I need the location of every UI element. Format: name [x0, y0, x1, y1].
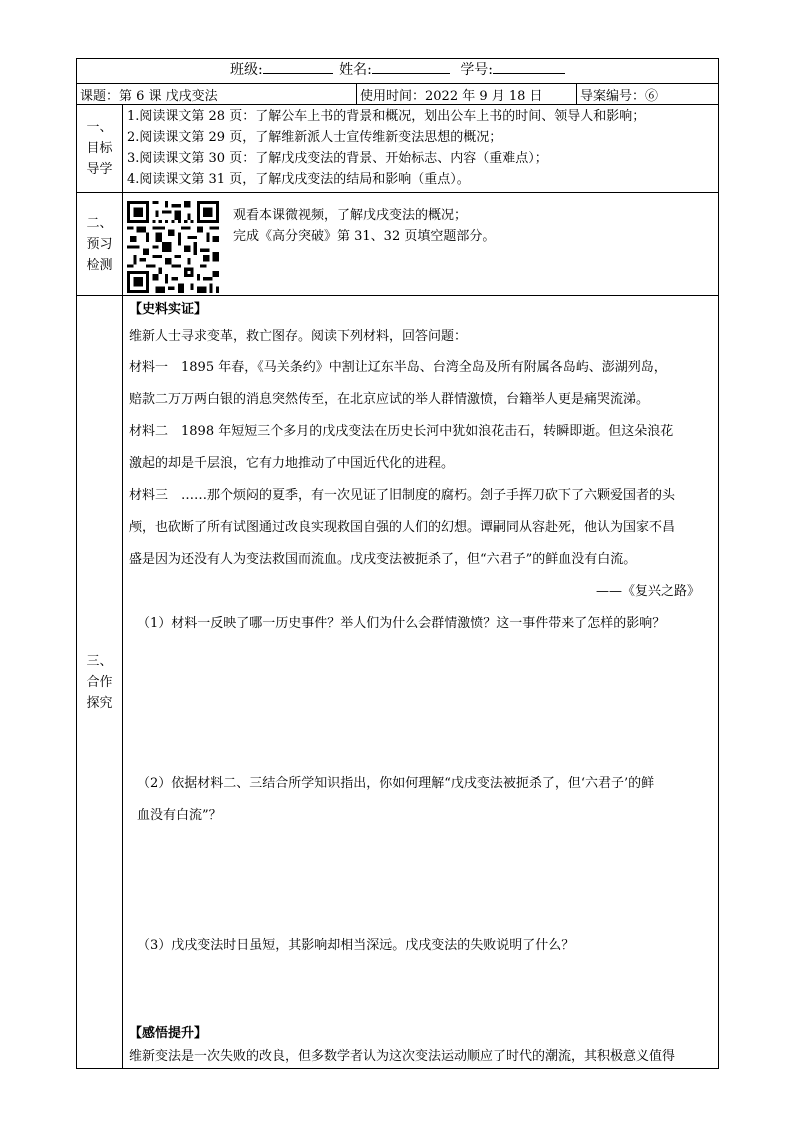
material-three-cont: 颅，也砍断了所有试图通过改良实现救国自强的人们的幻想。谭嗣同从容赴死，他认为国家不昌 [129, 520, 676, 535]
worksheet-table [76, 58, 719, 1069]
goal-item: 4.阅读课文第 31 页，了解戊戌变法的结局和影响（重点）。 [127, 172, 470, 187]
section-preview-label: 二、 预习 检测 [77, 193, 123, 296]
lesson-topic: 课题：第 6 课 戊戌变法 [77, 84, 357, 105]
class-label: 班级: [229, 62, 263, 78]
evidence-heading: 【史料实证】 [129, 302, 208, 317]
material-two-cont: 激起的却是千层浪，它有力地推动了中国近代化的进程。 [129, 456, 455, 471]
class-blank[interactable] [263, 59, 333, 74]
answer-space-one[interactable] [123, 640, 718, 768]
question-two-cont: 血没有白流”？ [137, 808, 222, 823]
inquiry-intro: 维新人士寻求变革，救亡图存。阅读下列材料，回答问题： [129, 329, 468, 344]
section-preview-content [123, 193, 719, 296]
goal-item: 1.阅读课文第 28 页：了解公车上书的背景和概况，划出公车上书的时间、领导人和影响； [127, 109, 646, 124]
question-three: （3）戊戌变法时日虽短，其影响却相当深远。戊戌变法的失败说明了什么？ [137, 938, 575, 953]
answer-space-two[interactable] [123, 832, 718, 930]
section-inquiry-content [123, 296, 719, 1069]
goal-item: 3.阅读课文第 30 页：了解戊戌变法的背景、开始标志、内容（重难点）； [127, 151, 548, 166]
qr-code-icon[interactable] [127, 201, 219, 293]
name-label: 姓名: [339, 62, 372, 78]
answer-space-three[interactable] [123, 962, 718, 1022]
worksheet [76, 58, 718, 1069]
material-two: 材料二 1898 年短短三个多月的戊戌变法在历史长河中犹如浪花击石，转瞬即逝。但这朵浪花 [129, 424, 674, 439]
section-preview [77, 193, 719, 296]
section-goals-content [123, 105, 719, 193]
material-one: 材料一 1895 年春，《马关条约》中割让辽东半岛、台湾全岛及所有附属各岛屿、澎湖列岛， [129, 360, 667, 375]
section-goals [77, 105, 719, 193]
reflection-heading: 【感悟提升】 [129, 1026, 208, 1041]
id-blank[interactable] [493, 59, 565, 74]
material-source: ——《复兴之路》 [595, 584, 700, 599]
lesson-info-row [77, 84, 719, 105]
reflection-text: 维新变法是一次失败的改良，但多数学者认为这次变法运动顺应了时代的潮流，其积极意义值得 [129, 1049, 676, 1064]
goal-item: 2.阅读课文第 29 页，了解维新派人士宣传维新变法思想的概况； [127, 130, 503, 145]
preview-instructions: 观看本课微视频，了解戊戌变法的概况； 完成《高分突破》第 31、32 页填空题部分。 [233, 208, 496, 244]
question-one: （1）材料一反映了哪一历史事件？举人们为什么会群情激愤？这一事件带来了怎样的影响？ [137, 616, 666, 631]
student-info-row [77, 59, 719, 84]
question-two: （2）依据材料二、三结合所学知识指出，你如何理解“戊戌变法被扼杀了，但‘六君子’的鲜 [137, 776, 655, 791]
material-three: 材料三 ……那个烦闷的夏季，有一次见证了旧制度的腐朽。刽子手挥刀砍下了六颗爱国者的头 [129, 488, 676, 503]
material-one-cont: 赔款二万万两白银的消息突然传至，在北京应试的举人群情激愤，台籍举人更是痛哭流涕。 [129, 392, 650, 407]
section-inquiry [77, 296, 719, 1069]
plan-number: 导案编号：⑥ [577, 84, 719, 105]
section-goals-label: 一、 目标 导学 [77, 105, 123, 193]
usage-date: 使用时间：2022 年 9 月 18 日 [357, 84, 577, 105]
name-blank[interactable] [372, 59, 450, 74]
id-label: 学号: [460, 62, 494, 78]
material-three-cont: 盛是因为还没有人为变法救国而流血。戊戌变法被扼杀了，但“六君子”的鲜血没有白流。 [129, 552, 637, 567]
section-inquiry-label: 三、 合作 探究 [77, 296, 123, 1069]
